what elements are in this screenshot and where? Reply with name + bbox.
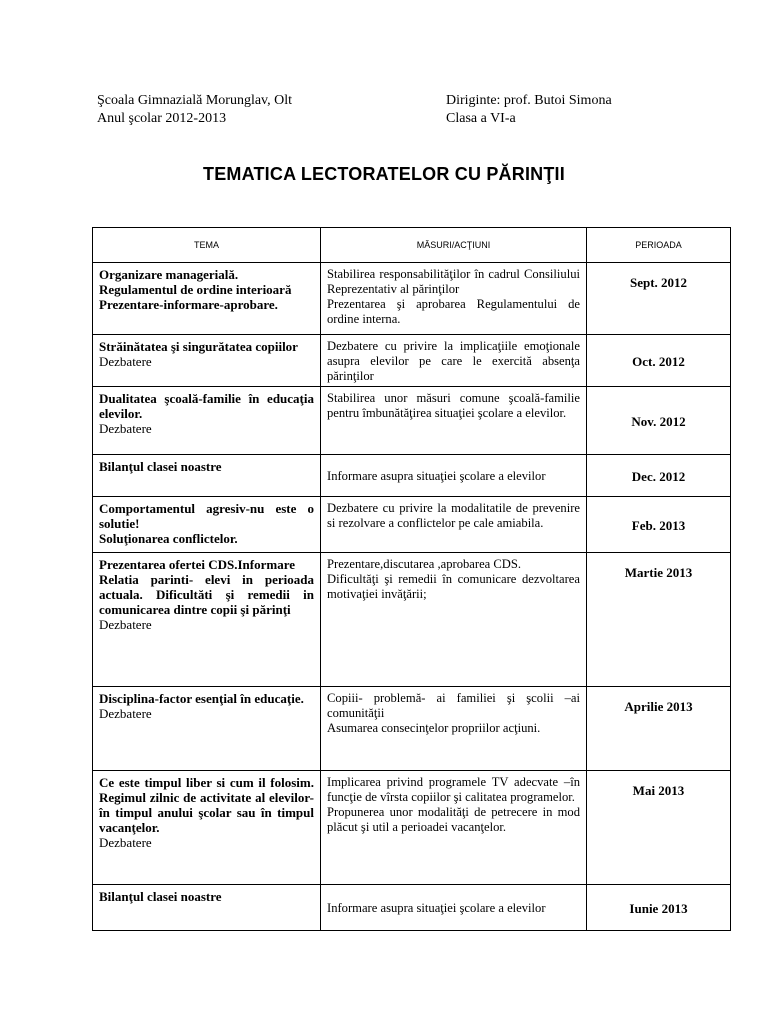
tema-title: Bilanţul clasei noastre xyxy=(99,459,222,474)
perioada-cell: Sept. 2012 xyxy=(587,263,731,335)
column-header-masuri: MĂSURI/ACŢIUNI xyxy=(321,228,587,263)
teacher-name: Diriginte: prof. Butoi Simona xyxy=(446,93,612,108)
table-body xyxy=(93,263,731,931)
tema-cell xyxy=(93,335,321,387)
table-row xyxy=(93,335,731,387)
masura-text: Dezbatere cu privire la implicaţiile emoţionale asupra elevilor pe care le exercită absenţa părinţilor xyxy=(327,339,580,383)
masura-text: Dificultăţi şi remedii în comunicare dezvoltarea motivaţiei invăţării; xyxy=(327,572,580,601)
masura-text: Informare asupra situaţiei şcolare a elevilor xyxy=(327,901,546,915)
school-name: Şcoala Gimnazială Morunglav, Olt xyxy=(97,93,293,108)
masura-text: Copiii- problemă- ai familiei şi şcolii –ai comunităţii xyxy=(327,691,580,720)
tema-title: Străinătatea şi singurătatea copiilor xyxy=(99,339,298,354)
tema-cell xyxy=(93,687,321,771)
masuri-cell xyxy=(321,263,587,335)
perioada-cell: Dec. 2012 xyxy=(587,455,731,497)
tema-title: Dualitatea şcoală-familie în educaţia elevilor. xyxy=(99,391,314,421)
header-left xyxy=(97,92,292,128)
table-row xyxy=(93,263,731,335)
masuri-cell xyxy=(321,497,587,553)
masuri-cell xyxy=(321,771,587,885)
tema-title: Regulamentul de ordine interioară xyxy=(99,282,292,297)
table-row xyxy=(93,553,731,687)
perioada-cell: Aprilie 2013 xyxy=(587,687,731,771)
masura-text: Prezentarea şi aprobarea Regulamentului de ordine interna. xyxy=(327,297,580,326)
column-header-perioada: PERIOADA xyxy=(587,228,731,263)
perioada-cell: Oct. 2012 xyxy=(587,335,731,387)
class-name: Clasa a VI-a xyxy=(446,111,516,126)
tema-title: Comportamentul agresiv-nu este o solutie! xyxy=(99,501,314,531)
table-row xyxy=(93,771,731,885)
masuri-cell xyxy=(321,553,587,687)
masuri-cell xyxy=(321,687,587,771)
tema-cell xyxy=(93,455,321,497)
tema-cell xyxy=(93,885,321,931)
tema-format: Dezbatere xyxy=(99,617,152,632)
masura-text: Implicarea privind programele TV adecvate –în funcţie de vîrsta copiilor şi calitatea programelor. xyxy=(327,775,580,804)
header-right xyxy=(446,92,612,128)
masuri-cell xyxy=(321,885,587,931)
perioada-cell: Martie 2013 xyxy=(587,553,731,687)
tema-format: Dezbatere xyxy=(99,835,152,850)
masuri-cell xyxy=(321,335,587,387)
tema-title: Relatia parinti- elevi in perioada actuala. Dificultăti şi remedii in comunicarea dintre copii şi părinţi xyxy=(99,572,314,617)
tema-cell xyxy=(93,387,321,455)
masura-text: Stabilirea responsabilităţilor în cadrul Consiliului Reprezentativ al părinţilor xyxy=(327,267,580,296)
table-header-row xyxy=(93,228,731,263)
table-row xyxy=(93,885,731,931)
tema-format: Dezbatere xyxy=(99,421,152,436)
table-row xyxy=(93,455,731,497)
document-title: TEMATICA LECTORATELOR CU PĂRINŢII xyxy=(203,164,565,184)
tema-title: Prezentare-informare-aprobare. xyxy=(99,297,278,312)
tema-title: Soluţionarea conflictelor. xyxy=(99,531,238,546)
masura-text: Prezentare,discutarea ,aprobarea CDS. xyxy=(327,557,522,571)
tema-format: Dezbatere xyxy=(99,354,152,369)
column-header-tema: TEMA xyxy=(93,228,321,263)
masuri-cell xyxy=(321,455,587,497)
perioada-cell: Feb. 2013 xyxy=(587,497,731,553)
tema-cell xyxy=(93,553,321,687)
masura-text: Stabilirea unor măsuri comune şcoală-familie pentru îmbunătăţirea situaţiei şcolare a elevilor. xyxy=(327,391,580,420)
masura-text: Propunerea unor modalităţi de petrecere in mod plăcut şi util a perioadei vacanţelor. xyxy=(327,805,580,834)
topics-table xyxy=(92,227,731,931)
masura-text: Dezbatere cu privire la modalitatile de prevenire si rezolvare a conflictelor pe cale amiabila. xyxy=(327,501,580,530)
table-row xyxy=(93,687,731,771)
table-row xyxy=(93,497,731,553)
table-row xyxy=(93,387,731,455)
perioada-cell: Iunie 2013 xyxy=(587,885,731,931)
tema-title: Organizare managerială. xyxy=(99,267,239,282)
school-year: Anul şcolar 2012-2013 xyxy=(97,111,227,126)
masuri-cell xyxy=(321,387,587,455)
tema-title: Bilanţul clasei noastre xyxy=(99,889,222,904)
tema-title: Disciplina-factor esenţial în educaţie. xyxy=(99,691,304,706)
masura-text: Asumarea consecinţelor propriilor acţiuni. xyxy=(327,721,541,735)
tema-cell xyxy=(93,497,321,553)
tema-cell xyxy=(93,263,321,335)
tema-title: Prezentarea ofertei CDS.Informare xyxy=(99,557,296,572)
masura-text: Informare asupra situaţiei şcolare a elevilor xyxy=(327,469,546,483)
tema-title: Ce este timpul liber si cum il folosim. Regimul zilnic de activitate al elevilor-în timpul anului şcolar sau în timpul vacanţelor. xyxy=(99,775,314,835)
perioada-cell: Nov. 2012 xyxy=(587,387,731,455)
perioada-cell: Mai 2013 xyxy=(587,771,731,885)
tema-cell xyxy=(93,771,321,885)
tema-format: Dezbatere xyxy=(99,706,152,721)
